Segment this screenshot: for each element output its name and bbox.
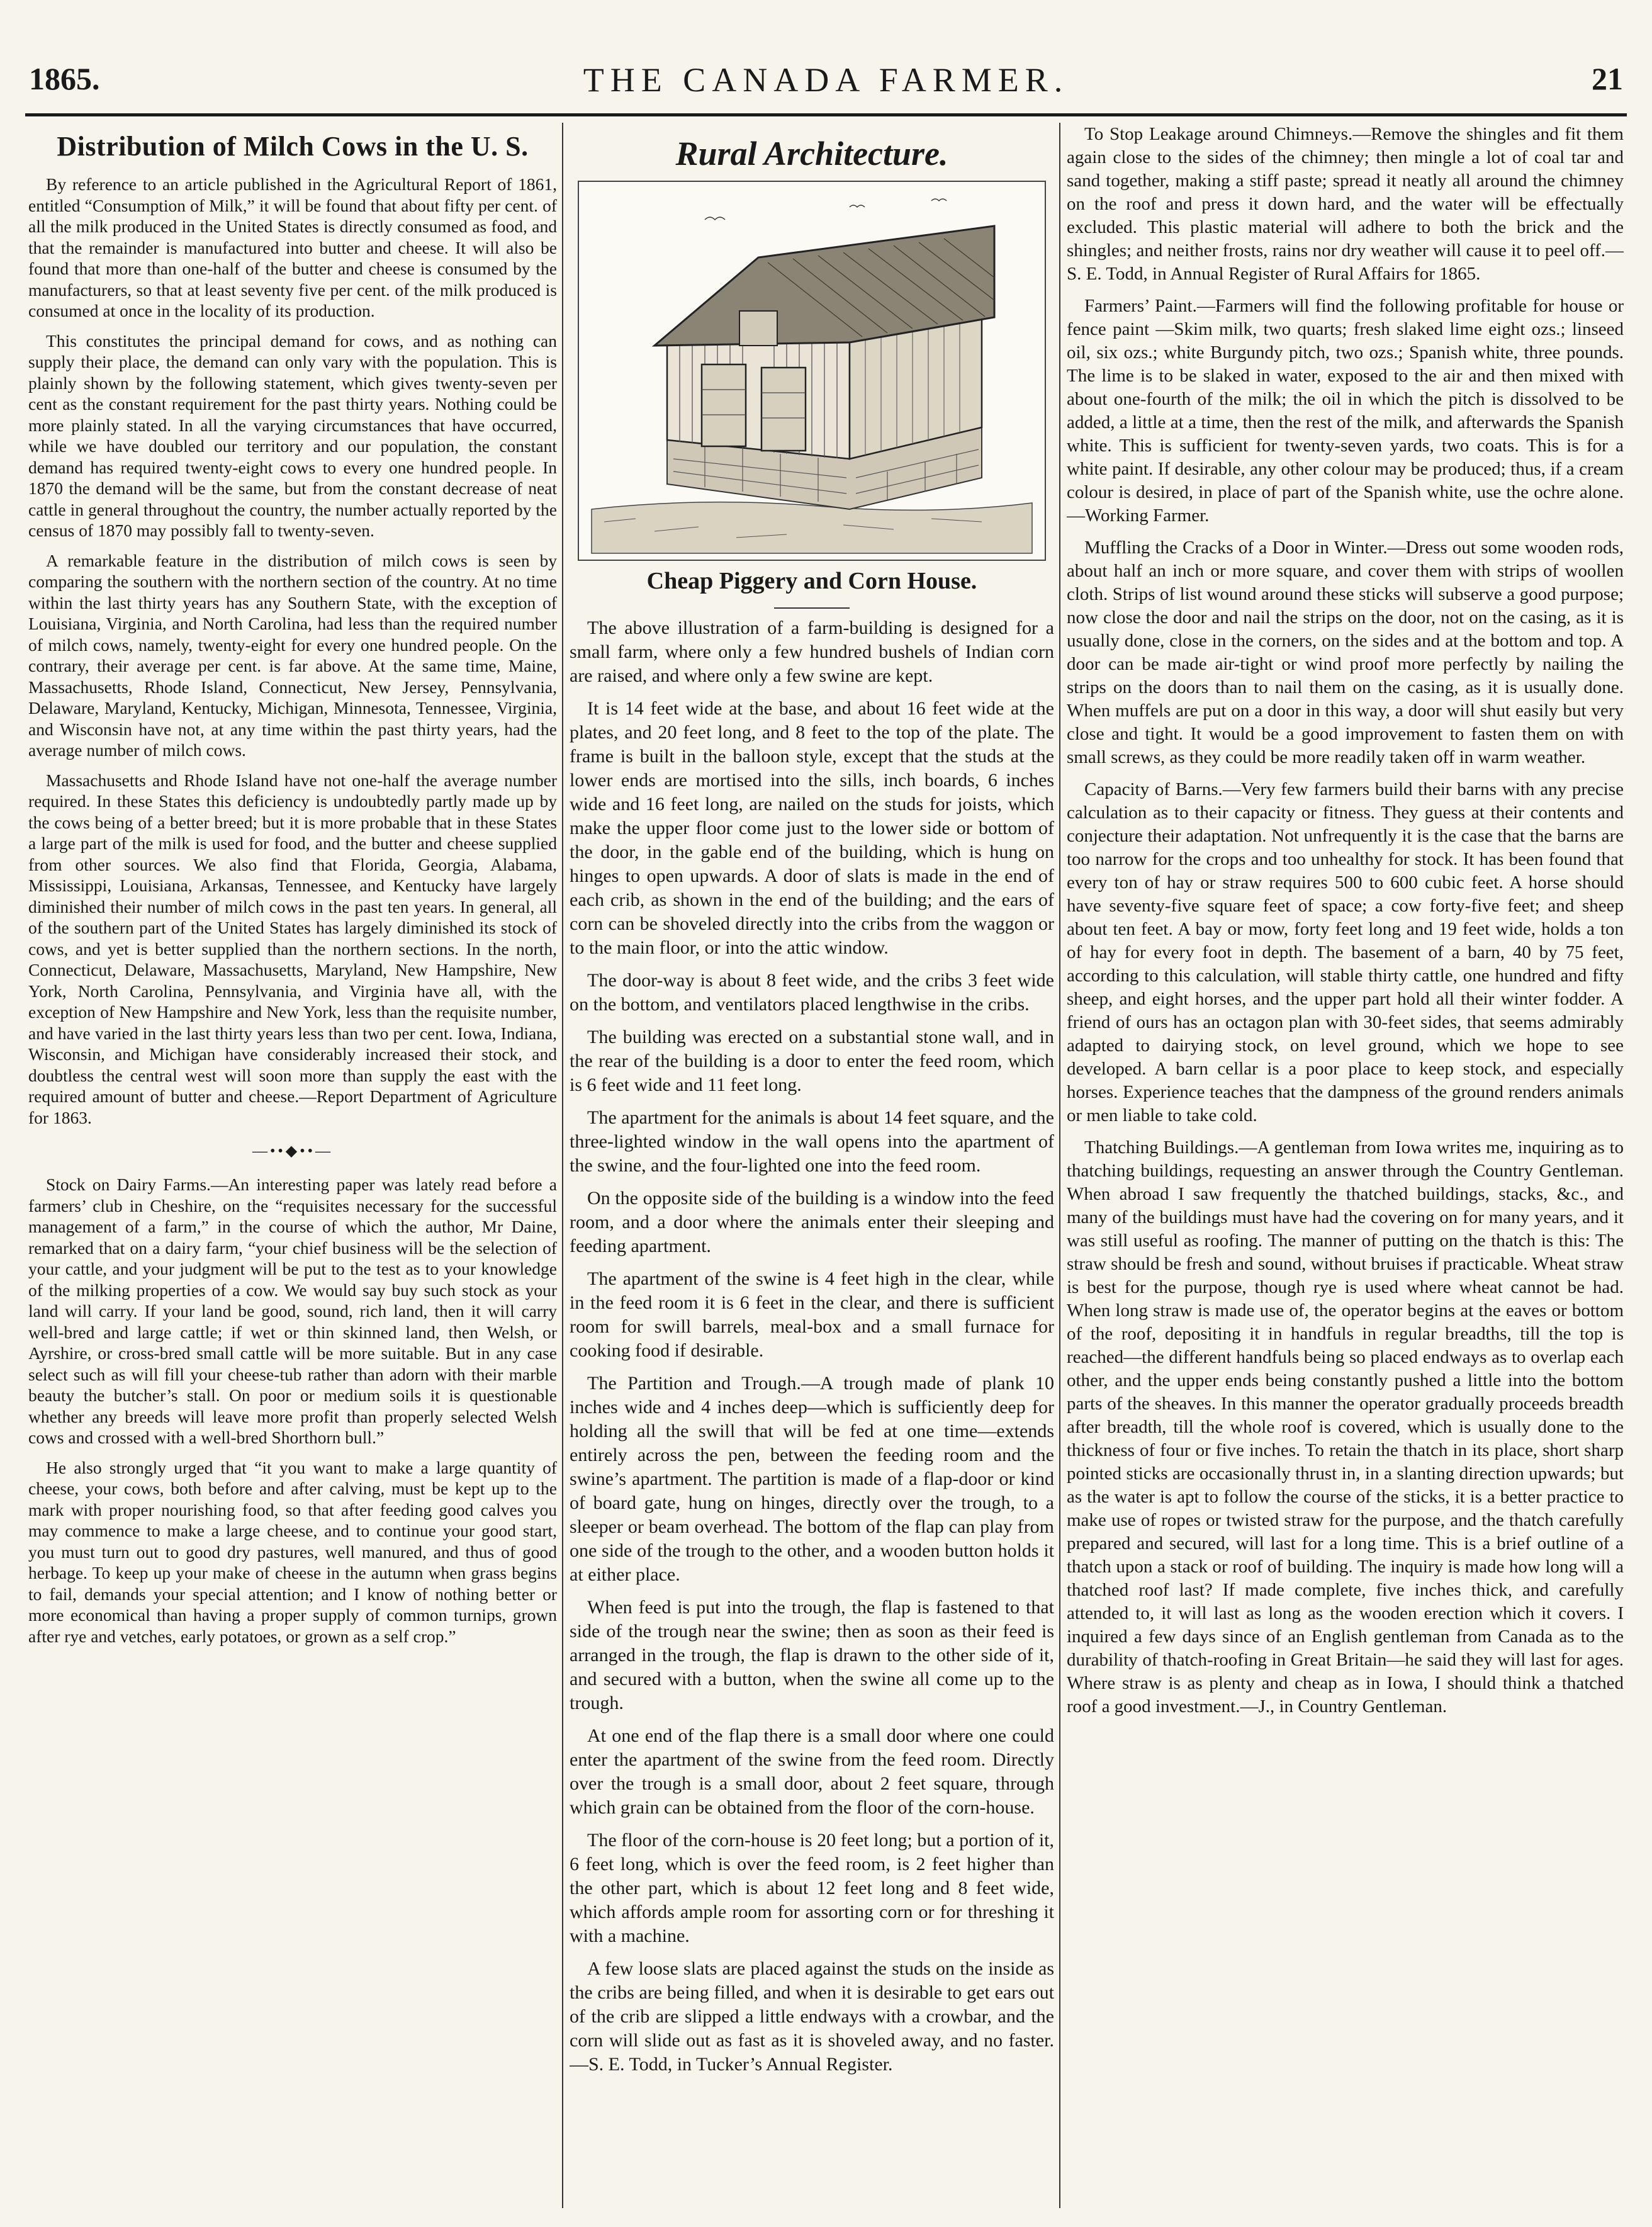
column-divider [562, 123, 563, 2208]
article-paragraph: A remarkable feature in the distribution of milch cows is seen by comparing the southern with the northern section of the country. At no time within the last thirty years has any Southern State, with the exception of Louisiana, Virginia, and North Carolina, had less than the required number of milch cows, namely, twenty-eight for every one hundred people. On the contrary, their average per cent. is far above. At the same time, Maine, Massachusetts, Rhode Island, Connecticut, New Jersey, Pennsylvania, Delaware, Maryland, Kentucky, Michigan, Minnesota, Tennessee, Virginia, and Wisconsin have not, at any time within the past thirty years, had the average number of milch cows. [28, 550, 557, 760]
illustration-caption: Cheap Piggery and Corn House. [646, 568, 977, 594]
article-paragraph: Thatching Buildings.—A gentleman from Iowa writes me, inquiring as to thatching buildings, requesting an answer through the Country Gentleman. When abroad I saw frequently the thatched buildings, stacks, &c., and many of the buildings must have had the covering on for many years, and it was still useful as roofing. The manner of putting on the thatch is this: The straw should be fresh and sound, without bruises if practicable. Wheat straw is best for the purpose, though rye is used where wheat cannot be had. When long straw is made use of, the operator begins at the eaves or bottom of the roof, depositing it in handfuls in regular breadths, till the top is reached—the different handfuls being so placed endways as to overlap each other, and the upper ends being constantly pushed a little into the bottom parts of the sheaves. In this manner the operator gradually proceeds breadth after breadth, till the whole roof is covered, which is usually done to the thickness of four or five inches. To retain the thatch in its place, short sharp pointed sticks are occasionally thrust in, in a slanting direction upwards; but as the water is apt to follow the course of the sticks, it is a better practice to make use of ropes or twisted straw for the purpose, and the thatch carefully prepared and secured, will last for a long time. This is a brief outline of a thatch upon a stack or roof of building. The inquiry is made how long will a thatched roof last? If made complete, five inches thick, and carefully attended to, it will last as long as the wooden erection which it covers. I inquired a few days since of an English gentleman from Canada as to the durability of thatch-roofing in Great Britain—he said they will last for ages. Where straw is as plenty and cheap as in Iowa, I should think a thatched roof a good investment.—J., in Country Gentleman. [1067, 1137, 1624, 1717]
newspaper-title: THE CANADA FARMER. [583, 61, 1069, 99]
article-paragraph: Capacity of Barns.—Very few farmers build their barns with any precise calculation as to their capacity or fitness. They guess at their contents and conjecture their adaptation. Not unfrequently it is the case that the barns are too narrow for the crops and too unhealthy for stock. It has been found that every ton of hay or straw requires 500 to 600 cubic feet. A horse should have seventy-five square feet of space; a cow forty-five feet; and sheep about ten feet. A bay or mow, forty feet long and 19 feet wide, holds a ton of hay for every foot in depth. The basement of a barn, 40 by 75 feet, according to this calculation, will stable thirty cattle, one hundred and fifty sheep, and eight horses, and the upper part hold all their winter fodder. A friend of ours has an octagon plan with 30-feet sides, that seems admirably adapted to dairying stock, on level ground, which we hope to see developed. A barn cellar is a poor place to keep stock, and especially horses. Experience teaches that the dampness of the ground renders animals or men liable to take cold. [1067, 779, 1624, 1125]
masthead [25, 57, 1627, 116]
article-paragraph: The building was erected on a substantial stone wall, and in the rear of the building is a door to enter the feed room, which is 6 feet wide and 11 feet long. [570, 1027, 1054, 1095]
article-paragraph: Stock on Dairy Farms.—An interesting paper was lately read before a farmers’ club in Cheshire, on the “requisites necessary for the successful management of a farm,” in the course of which the author, Mr Daine, remarked that on a dairy farm, “your chief business will be the selection of your cattle, and your judgment will be put to the test as to your knowledge of the milking properties of a cow. We would say buy such stock as your land will carry. If your land be good, sound, rich land, then it will carry well-bred and large cattle; if wet or thin skinned land, then Welsh, or Ayrshire, or cross-bred small cattle will be more suitable. But in any case select such as will fill your cheese-tub rather than adorn with their marble beauty the butcher’s stall. On poor or medium soils it is questionable whether any breeds will leave more profit than properly selected Welsh cows and crossed with a well-bred Shorthorn bull.” [28, 1175, 557, 1447]
article-paragraph: He also strongly urged that “it you want to make a large quantity of cheese, your cows, both before and after calving, must be kept up to the mark with proper nourishing food, so that after feeding good calves you may commence to make a large cheese, and to continue your good start, you must turn out to good dry pastures, well manured, and thus of good herbage. To keep up your make of cheese in the autumn when grass begins to fail, demands your special attention; and I know of nothing better or more economical than having a proper supply of common turnips, grown after rye and vetches, early potatoes, or grown as a self crop.” [28, 1457, 557, 1646]
article-paragraph: It is 14 feet wide at the base, and about 16 feet wide at the plates, and 20 feet long, and 8 feet to the top of the plate. The frame is built in the balloon style, except that the studs at the lower ends are mortised into the sills, inch boards, 6 inches wide and 16 feet long, are nailed on the studs for joists, which make the upper floor come just to the lower side or bottom of the door, in the gable end of the building, which is hung on hinges to open upwards. A door of slats is made in the end of each crib, as shown in the end of the building; and the ears of corn can be shoveled directly into the cribs from the waggon or to the main floor, or into the attic window. [570, 698, 1054, 958]
farm-building-illustration [578, 181, 1046, 561]
article-paragraph: On the opposite side of the building is a window into the feed room, and a door where the animals enter their sleeping and feeding apartment. [570, 1188, 1054, 1256]
article-paragraph: Massachusetts and Rhode Island have not one-half the average number required. In these States this deficiency is undoubtedly partly made up by the cows being of a better breed; but it is more probable that in these States a large part of the milk is used for food, and the butter and cheese supplied from other sources. We also find that Florida, Georgia, Alabama, Mississippi, Louisiana, Arkansas, Tennessee, and Kentucky have largely diminished their number of milch cows in the past ten years. In general, all of the southern part of the United States has largely diminished its stock of cows, and yet is better supplied than the northern sections. In the north, Connecticut, Delaware, Massachusetts, Maryland, New Hampshire, New York, North Carolina, Pennsylvania, and Virginia have all, with the exception of New Hampshire and New York, less than the requisite number, and have varied in the last thirty years less than two per cent. Iowa, Indiana, Wisconsin, and Michigan have considerably increased their stock, and doubtless the central west will soon more than supply the east with the required amount of butter and cheese.—Report Department of Agriculture for 1863. [28, 770, 557, 1127]
issue-year: 1865. [29, 61, 100, 96]
article-paragraph: Farmers’ Paint.—Farmers will find the following profitable for house or fence paint —Skim milk, two quarts; fresh slaked lime eight ozs.; linseed oil, six ozs.; white Burgundy pitch, two ozs.; Spanish white, three pounds. The lime is to be slaked in water, exposed to the air and then mixed with about one-fourth of the milk; the oil in which the pitch is dissolved to be added, a little at a time, then the rest of the milk, and afterwards the Spanish white. This is sufficient for twenty-seven yards, two coats. This is for a white paint. If desirable, any other colour may be produced; thus, if a cream colour is desired, in place of part of the Spanish white, use the ochre alone.—Working Farmer. [1067, 296, 1624, 526]
article-paragraph: A few loose slats are placed against the studs on the inside as the cribs are being filled, and when it is desirable to get ears out of the crib are slipped a little endways with a crowbar, and the corn will slide out as fast as it is shoveled away, and no faster.—S. E. Todd, in Tucker’s Annual Register. [570, 1958, 1054, 2075]
article-paragraph: The floor of the corn-house is 20 feet long; but a portion of it, 6 feet long, which is over the feed room, is 2 feet higher than the other part, which is about 12 feet long and 8 feet wide, which affords ample room for assorting corn or for threshing it with a machine. [570, 1830, 1054, 1946]
article-paragraph: The above illustration of a farm-building is designed for a small farm, where only a few hundred bushels of Indian corn are raised, and where only a few swine are kept. [570, 617, 1054, 686]
ornamental-separator: —••◆••— [252, 1143, 334, 1159]
caption-rule [774, 607, 850, 609]
article-paragraph: The apartment for the animals is about 14 feet square, and the three-lighted window in the wall opens into the apartment of the swine, and the four-lighted one into the feed room. [570, 1107, 1054, 1176]
column-2 [570, 123, 1054, 2085]
section-heading: Rural Architecture. [675, 135, 948, 172]
article-paragraph: To Stop Leakage around Chimneys.—Remove the shingles and fit them again close to the sides of the chimney; then mingle a lot of coal tar and sand together, making a stiff paste; spread it neatly all around the chimney on the roof and press it down hard, and the water will be effectually excluded. This plastic material will adhere to both the brick and the shingles; and neither frosts, rains nor dry weather will cause it to peel off.—S. E. Todd, in Annual Register of Rural Affairs for 1865. [1067, 124, 1624, 284]
article-paragraph: The apartment of the swine is 4 feet high in the clear, while in the feed room it is 6 feet in the clear, and there is sufficient room for swill barrels, meal-box and a small furnace for cooking food if desirable. [570, 1268, 1054, 1361]
column-3 [1067, 123, 1624, 1727]
article-paragraph: At one end of the flap there is a small door where one could enter the apartment of the swine from the feed room. Directly over the trough is a small door, about 2 feet square, through which grain can be obtained from the floor of the corn-house. [570, 1725, 1054, 1818]
article-paragraph: Muffling the Cracks of a Door in Winter.—Dress out some wooden rods, about half an inch or more square, and cover them with strips of woollen cloth. Strips of list wound around these sticks will subserve a good purpose; now close the door and nail the strips on the door, not on the casing, as it is usually done, close in the corners, on the sides and at the bottom and top. A door can be made air-tight or wind proof more perfectly by nailing the strips on the doors than to nail them on the casing, as it is usually done. When muffels are put on a door in this way, a door will shut easily but very close and tight. It would be a good improvement to fasten them on with small screws, as they could be more readily taken off in warm weather. [1067, 538, 1624, 767]
article-headline: Distribution of Milch Cows in the U. S. [57, 131, 529, 162]
column-1 [28, 123, 557, 1655]
article-paragraph: This constitutes the principal demand for cows, and as nothing can supply their place, the demand can only vary with the population. This is plainly shown by the following statement, which gives twenty-seven per cent as the constant requirement for the past thirty years. Nothing could be more plainly stated. In all the varying circumstances that have occurred, while we have doubled our territory and our population, the constant demand has required twenty-eight cows to every one hundred people. In 1870 the demand will be the same, but from the constant decrease of neat cattle in general throughout the country, the number actually reported by the census of 1870 may possibly fall to twenty-seven. [28, 330, 557, 540]
article-paragraph: By reference to an article published in the Agricultural Report of 1861, entitled “Consumption of Milk,” it will be found that about fifty per cent. of all the milk produced in the United States is directly consumed as food, and that the remainder is manufactured into butter and cheese. It will also be found that more than one-half of the butter and cheese is consumed by the manufacturers, so that at least seventy five per cent. of the milk produced is consumed at once in the locality of its production. [28, 174, 557, 320]
article-paragraph: The door-way is about 8 feet wide, and the cribs 3 feet wide on the bottom, and ventilators placed lengthwise in the cribs. [570, 970, 1054, 1015]
page-number: 21 [1592, 61, 1623, 96]
article-paragraph: The Partition and Trough.—A trough made of plank 10 inches wide and 4 inches deep—which is sufficiently deep for holding all the swill that will be fed at one time—extends entirely across the pen, between the feeding room and the swine’s apartment. The partition is made of a flap-door or kind of board gate, hung on hinges, directly over the trough, to a sleeper or beam overhead. The bottom of the flap can play from one side of the trough to the other, and a wooden button holds it at either place. [570, 1373, 1054, 1585]
article-paragraph: When feed is put into the trough, the flap is fastened to that side of the trough near the swine; then as soon as their feed is arranged in the trough, the flap is drawn to the other side of it, and secured with a button, when the swine all come up to the trough. [570, 1597, 1054, 1713]
column-divider [1059, 123, 1060, 2208]
